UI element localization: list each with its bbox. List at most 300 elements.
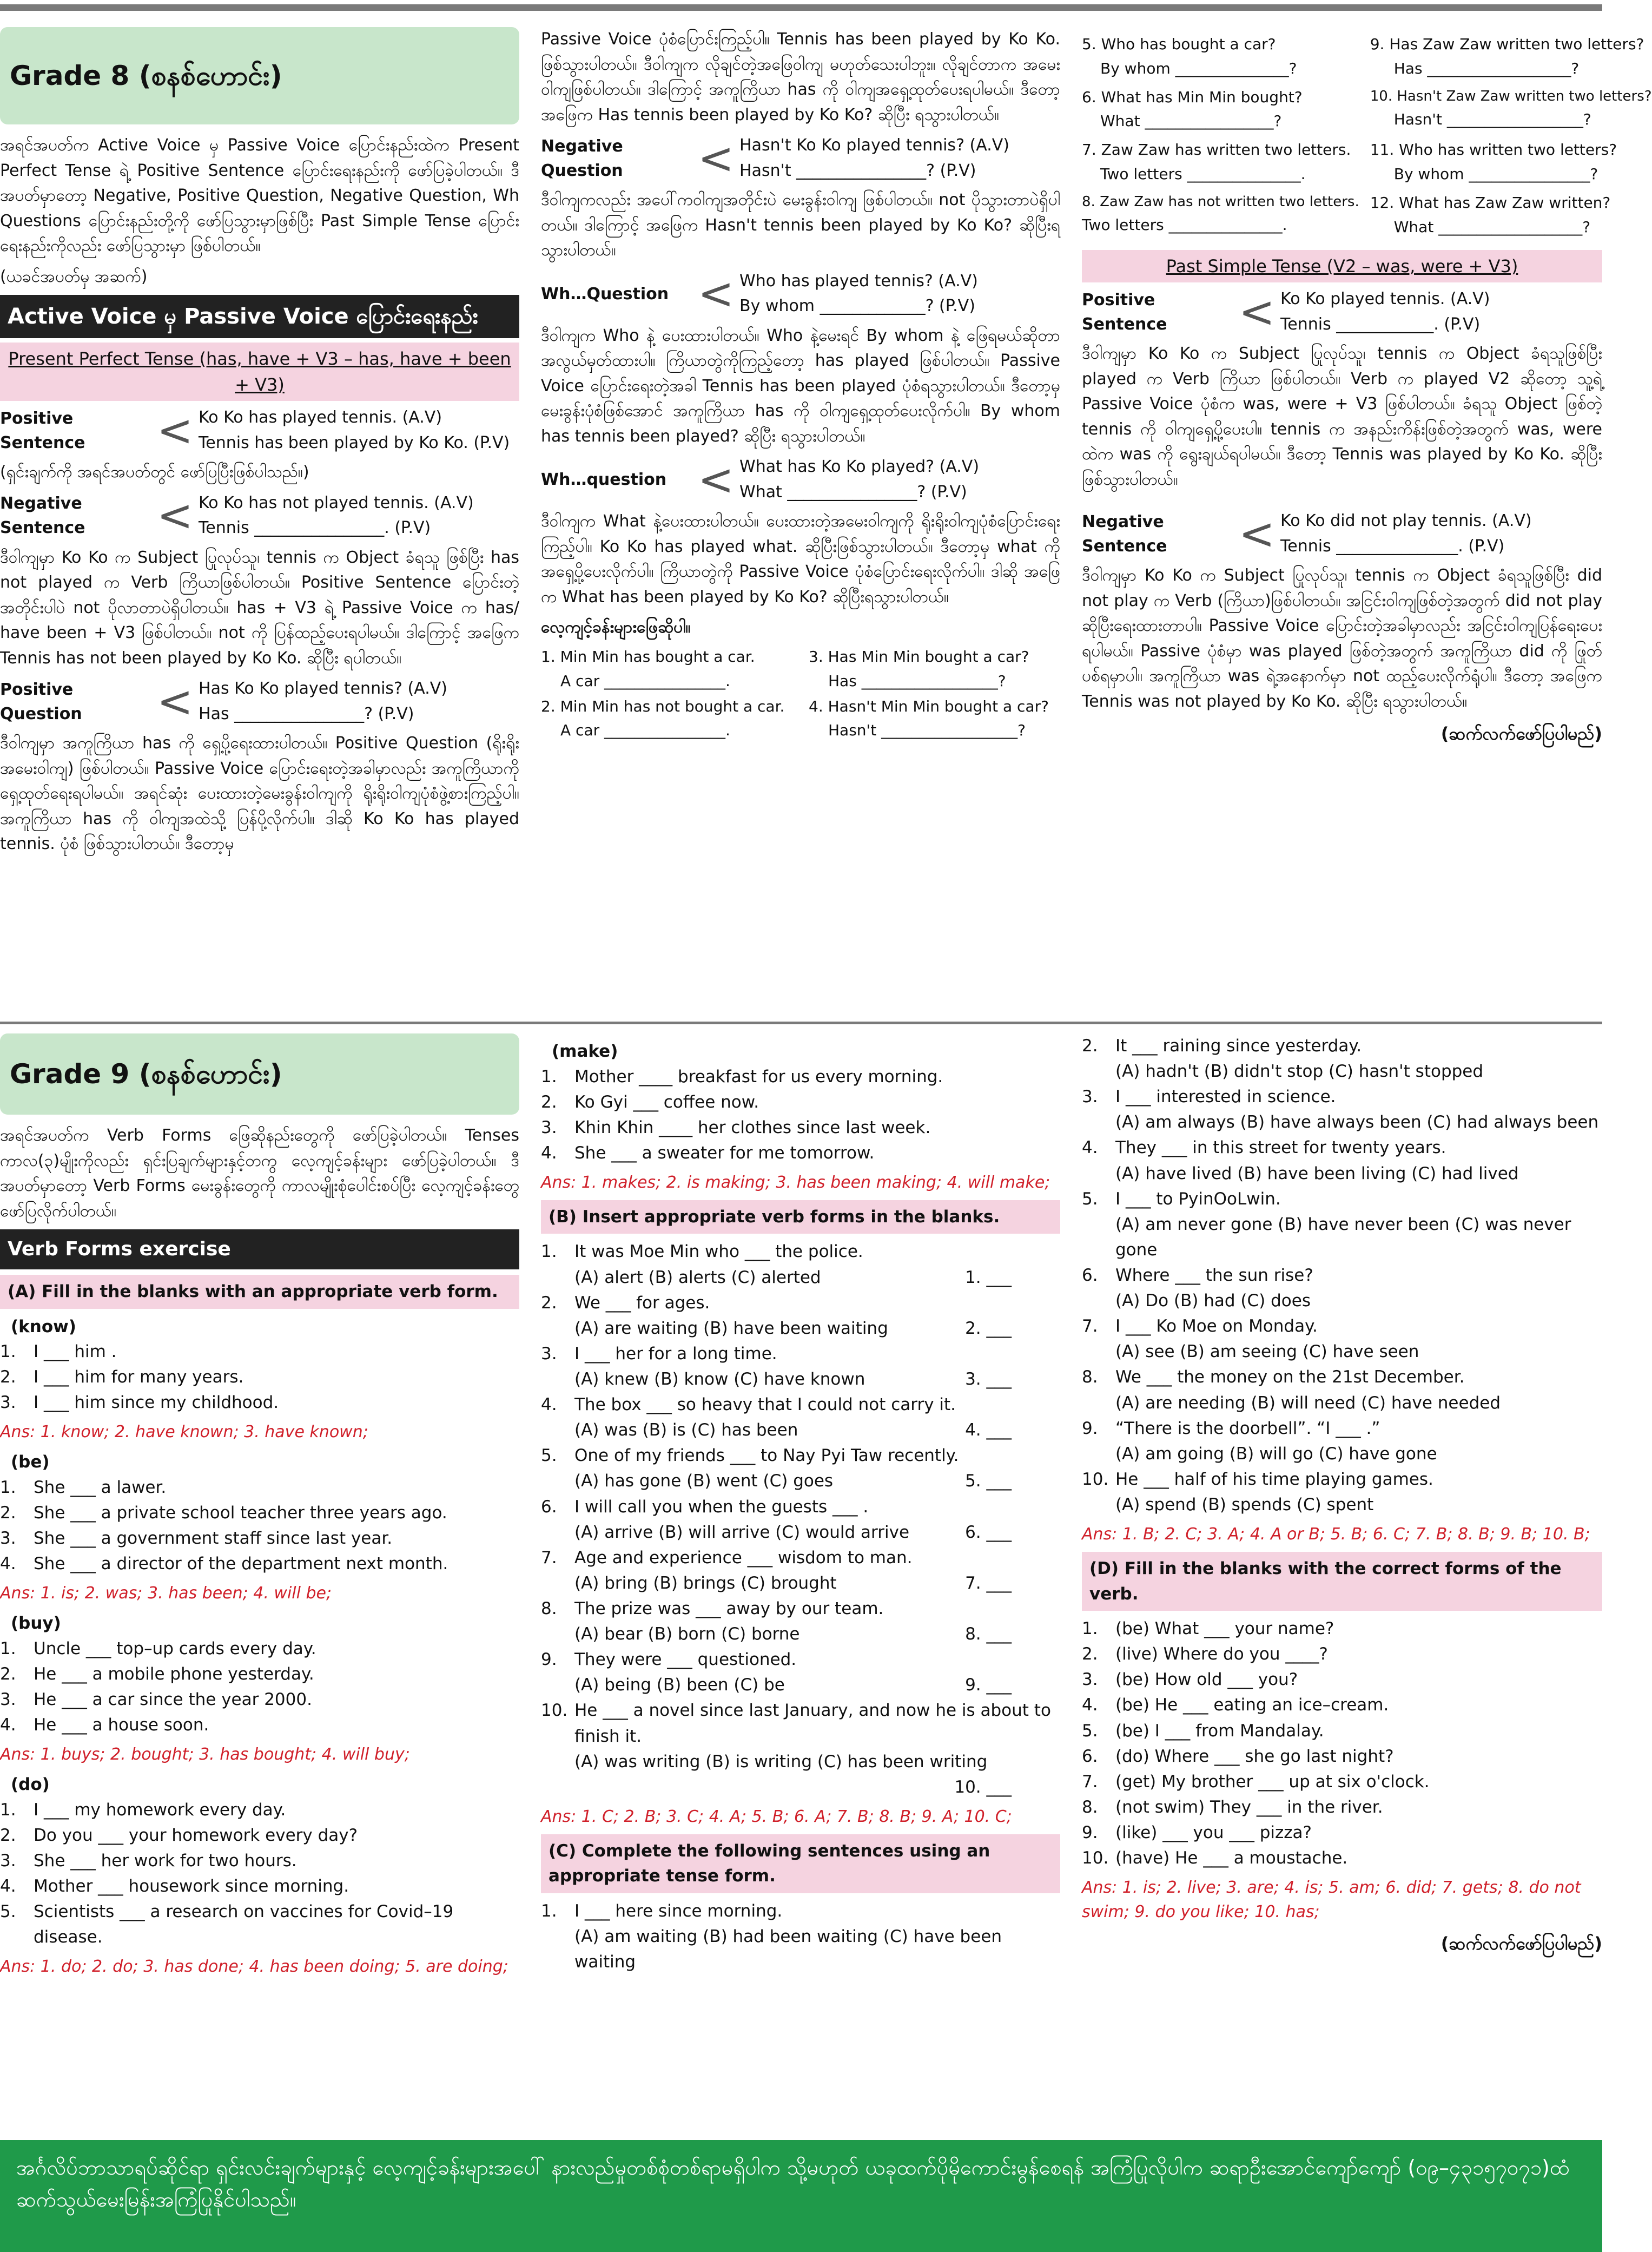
wh-question-pair-what bbox=[541, 455, 1060, 505]
item-text: Where ___ the sun rise? bbox=[1115, 1265, 1313, 1285]
item-text: (be) How old ___ you? bbox=[1115, 1670, 1298, 1690]
list-item bbox=[0, 1551, 519, 1577]
item-text: He ___ a car since the year 2000. bbox=[34, 1689, 312, 1709]
exercise-c-heading: (C) Complete the following sentences using an appropriate tense form. bbox=[541, 1834, 1060, 1893]
verb-label: (be) bbox=[11, 1452, 50, 1472]
grade9-title: Grade 9 (စနစ်ဟောင်း) bbox=[0, 1033, 519, 1115]
list-item bbox=[1082, 1263, 1602, 1288]
list-item bbox=[541, 1443, 1060, 1469]
item-text: They were ___ questioned. bbox=[574, 1650, 797, 1670]
item-text: (get) My brother ___ up at six o'clock. bbox=[1115, 1772, 1430, 1792]
active-voice-line: Ko Ko has played tennis. (A.V) bbox=[199, 408, 442, 427]
exercise-b-item bbox=[541, 1443, 1060, 1469]
exercise-item: 1. Min Min has bought a car. A car ________________. bbox=[541, 648, 755, 690]
wh-question-pair-who bbox=[541, 269, 1060, 319]
list-item bbox=[1082, 1744, 1602, 1769]
list-item bbox=[541, 1090, 1060, 1115]
exercise-c-item bbox=[1082, 1314, 1602, 1339]
exercise-b-item bbox=[541, 1392, 1060, 1418]
item-text: She ___ a government staff since last year. bbox=[34, 1529, 393, 1549]
exercise-item: 7. Zaw Zaw has written two letters. Two letters _______________. bbox=[1082, 141, 1351, 183]
item-text: I ___ her for a long time. bbox=[574, 1344, 777, 1364]
make-list bbox=[541, 1064, 1060, 1166]
bracket-icon: < bbox=[698, 454, 735, 505]
explanation: ဒီဝါကျက Who နဲ့ ပေးထားပါတယ်။ Who နဲ့မေးရင် By whom နဲ့ ဖြေရမယ်ဆိုတာ အလွယ်မှတ်ထားပါ။ ကြိယာတွဲကိုကြည့်တော့ has played ဖြစ်ပါတယ်။ Passive Voice ပြောင်းရေးတဲ့အခါ Tennis has been played ပုံစံရသွားပါတယ်။ ဒီတော့မှ မေးခွန်းပုံစံဖြစ်အောင် အကူကြိယာ has ကို ဝါကျရှေ့ထုတ်ပေးလိုက်ပါ။ By whom has tennis been played? ဆိုပြီး ရသွားပါတယ်။ bbox=[541, 326, 1060, 446]
pair-label: Negative Sentence bbox=[0, 494, 85, 537]
options: (A) has gone (B) went (C) goes bbox=[574, 1471, 834, 1491]
item-text: The prize was ___ away by our team. bbox=[574, 1598, 884, 1618]
passive-voice-line: Tennis ____________. (P.V) bbox=[1280, 314, 1481, 334]
item-number: 5. bbox=[1082, 1189, 1098, 1209]
continued-note: (ဆက်လက်ဖော်ပြပါမည်) bbox=[1440, 723, 1602, 745]
item-number: 1. bbox=[0, 1342, 16, 1361]
list-item bbox=[1082, 1616, 1602, 1642]
item-number: 4. bbox=[1082, 1138, 1098, 1158]
grade8-column-1 bbox=[0, 27, 519, 1012]
list-item bbox=[541, 1545, 1060, 1571]
tense-title-present-perfect: Present Perfect Tense (has, have + V3 – has, have + been + V3) bbox=[0, 343, 519, 401]
exercise-c-item bbox=[1082, 1365, 1602, 1390]
item-text: They ___ in this street for twenty years. bbox=[1115, 1138, 1446, 1158]
list-item bbox=[541, 1596, 1060, 1622]
list-item bbox=[1082, 1416, 1602, 1441]
item-number: 7. bbox=[1082, 1316, 1098, 1336]
exercise-d-heading: (D) Fill in the blanks with the correct forms of the verb. bbox=[1082, 1552, 1602, 1611]
bracket-icon: < bbox=[1239, 286, 1276, 337]
exercise-d-list bbox=[1082, 1616, 1602, 1871]
item-number: 10. bbox=[1082, 1469, 1109, 1489]
list-item bbox=[1082, 1769, 1602, 1795]
item-number: 1. bbox=[1082, 1619, 1098, 1639]
item-number: 4. bbox=[0, 1876, 16, 1897]
list-item bbox=[0, 1662, 519, 1687]
tense-title-past-simple: Past Simple Tense (V2 – was, were + V3) bbox=[1082, 250, 1602, 282]
list-item bbox=[1082, 1846, 1602, 1871]
bracket-icon: < bbox=[157, 490, 194, 541]
pair-label: Negative Question bbox=[541, 136, 623, 180]
exercise-c-item bbox=[1082, 1135, 1602, 1161]
footer-contact: အင်္ဂလိပ်ဘာသာရပ်ဆိုင်ရာ ရှင်းလင်းချက်များနှင့် လေ့ကျင့်ခန်းများအပေါ် နားလည်မှုတစ်စုံတစ်ရာမရှိပါက သို့မဟုတ် ယခုထက်ပိုမိုကောင်းမွန်စေရန် အကြံပြုလိုပါက ဆရာဦးအောင်ကျော်ကျော် (၀၉–၄၃၁၅၇၀၇၁)ထံ ဆက်သွယ်မေးမြန်းအကြံပြုနိုင်ပါသည်။ bbox=[0, 2140, 1602, 2252]
answer-blank: 2. ___ bbox=[965, 1318, 1012, 1338]
options-row bbox=[541, 1265, 1060, 1290]
list-item bbox=[541, 1115, 1060, 1141]
options: (A) spend (B) spends (C) spent bbox=[1115, 1494, 1374, 1514]
list-item bbox=[0, 1526, 519, 1551]
verb-label: (buy) bbox=[11, 1614, 61, 1634]
pair-label: Wh…Question bbox=[541, 284, 669, 304]
bracket-icon: < bbox=[698, 133, 735, 183]
item-text: She ___ her work for two hours. bbox=[34, 1851, 297, 1871]
verb-item-list bbox=[0, 1475, 519, 1577]
exercise-b-item bbox=[541, 1545, 1060, 1571]
options: (A) was (B) is (C) has been bbox=[574, 1420, 798, 1440]
item-number: 6. bbox=[1082, 1265, 1098, 1285]
grade9-column-2 bbox=[541, 1033, 1060, 2089]
item-number: 4. bbox=[0, 1715, 16, 1735]
item-number: 2. bbox=[1082, 1644, 1098, 1664]
item-text: Do you ___ your homework every day? bbox=[34, 1825, 358, 1845]
item-text: Mother ___ housework since morning. bbox=[34, 1876, 349, 1897]
list-item bbox=[0, 1874, 519, 1899]
item-number: 8. bbox=[1082, 1367, 1098, 1387]
list-item bbox=[0, 1713, 519, 1738]
list-item bbox=[0, 1899, 519, 1950]
item-number: 1. bbox=[0, 1638, 16, 1658]
list-item bbox=[0, 1687, 519, 1713]
list-item bbox=[1082, 1795, 1602, 1820]
list-item bbox=[541, 1239, 1060, 1265]
item-text: She ___ a lawer. bbox=[34, 1477, 167, 1497]
item-number: 9. bbox=[541, 1650, 557, 1670]
item-text: I ___ him for many years. bbox=[34, 1367, 244, 1387]
item-number: 3. bbox=[1082, 1670, 1098, 1690]
item-text: I ___ to PyinOoLwin. bbox=[1115, 1189, 1281, 1209]
grade8-title: Grade 8 (စနစ်ဟောင်း) bbox=[0, 27, 519, 124]
item-number: 2. bbox=[0, 1825, 16, 1845]
item-text: I ___ Ko Moe on Monday. bbox=[1115, 1316, 1318, 1336]
options: (A) being (B) been (C) be bbox=[574, 1675, 785, 1695]
grade8-intro: အရင်အပတ်က Active Voice မှ Passive Voice ပြောင်းနည်းထဲက Present Perfect Tense ရဲ့ Positive Sentence ပြောင်းရေးနည်းကို ဖော်ပြခဲ့ပါတယ်။ ဒီအပတ်မှာတော့ Negative, Positive Question, Negative Question, Wh Questions ပြောင်းနည်းတို့ကို ဖော်ပြသွားမှာဖြစ်ပြီး Past Simple Tense ပြောင်းရေးနည်းကိုလည်း ဖော်ပြသွားမှာ ဖြစ်ပါတယ်။ bbox=[0, 136, 519, 255]
options: (A) hadn't (B) didn't stop (C) hasn't stopped bbox=[1115, 1062, 1484, 1082]
answer-blank: 5. ___ bbox=[965, 1471, 1012, 1491]
list-item bbox=[1082, 1820, 1602, 1846]
pair-label: Negative Sentence bbox=[1082, 512, 1167, 556]
answer-blank: 4. ___ bbox=[965, 1420, 1012, 1440]
exercise-item: 12. What has Zaw Zaw written? What ___________________? bbox=[1370, 193, 1611, 236]
item-number: 2. bbox=[0, 1503, 16, 1523]
exercise-grid bbox=[1082, 32, 1652, 239]
item-number: 3. bbox=[0, 1393, 16, 1413]
item-text: (be) He ___ eating an ice–cream. bbox=[1115, 1695, 1389, 1715]
list-item bbox=[1082, 1667, 1602, 1693]
options: (A) was writing (B) is writing (C) has been writing bbox=[574, 1751, 988, 1772]
answer-blank: 1. ___ bbox=[965, 1267, 1012, 1287]
item-text: (be) I ___ from Mandalay. bbox=[1115, 1721, 1324, 1741]
item-number: 3. bbox=[0, 1529, 16, 1549]
list-item bbox=[1082, 1365, 1602, 1390]
item-number: 5. bbox=[0, 1902, 16, 1922]
item-number: 3. bbox=[541, 1344, 557, 1364]
exercise-b-item bbox=[541, 1239, 1060, 1265]
item-number: 10. bbox=[1082, 1848, 1109, 1868]
list-item bbox=[1082, 1187, 1602, 1212]
verb-label: (know) bbox=[11, 1316, 76, 1336]
pair-label: Positive Sentence bbox=[0, 409, 85, 452]
verb-label: (make) bbox=[552, 1042, 618, 1061]
item-number: 3. bbox=[541, 1117, 557, 1137]
options: (A) are waiting (B) have been waiting bbox=[574, 1318, 888, 1338]
item-number: 2. bbox=[1082, 1036, 1098, 1056]
item-text: Scientists ___ a research on vaccines for Covid–19 disease. bbox=[34, 1902, 454, 1947]
item-number: 2. bbox=[0, 1367, 16, 1387]
exercise-c-item bbox=[1082, 1084, 1602, 1110]
exercise-item: 10. Hasn't Zaw Zaw written two letters? Hasn't __________________? bbox=[1370, 88, 1652, 129]
verb-item-list bbox=[0, 1797, 519, 1951]
options-row bbox=[541, 1571, 1060, 1596]
list-item bbox=[1082, 1718, 1602, 1744]
item-text: (not swim) They ___ in the river. bbox=[1115, 1797, 1383, 1817]
active-voice-line: Who has played tennis? (A.V) bbox=[739, 271, 978, 291]
list-item bbox=[1082, 1135, 1602, 1161]
list-item bbox=[541, 1392, 1060, 1418]
options: (A) am always (B) have always been (C) had always been bbox=[1115, 1112, 1599, 1132]
explanation: ဒီဝါကျမှာ Ko Ko က Subject ပြုလုပ်သူ၊ tennis က Object ခံရသူဖြစ်ပြီး did not play က Verb (ကြိယာ)ဖြစ်ပါတယ်။ အငြင်းဝါကျဖြစ်တဲ့အတွက် did not play ဆိုပြီးရေးထားတာပါ။ Passive Voice ပြောင်းတဲ့အခါမှာလည်း အငြင်းဝါကျပြန်ရေးပေးရပါမယ်။ Passive ပုံစံမှာ was played ဖြစ်တဲ့အတွက် အကူကြိယာ did ကို ဖြုတ်ပစ်ရမှာပါ။ အကူကြိယာ was ရဲ့အနောက်မှာ not ထည့်ပေးလိုက်ရုံပါ။ ဒီတော့ အဖြေက Tennis was not played by Ko Ko. ဆိုပြီး ရသွားပါတယ်။ bbox=[1082, 566, 1602, 711]
item-text: “There is the doorbell”. “I ___ .” bbox=[1115, 1418, 1380, 1438]
item-text: Mother ____ breakfast for us every morning. bbox=[574, 1066, 943, 1087]
list-item bbox=[0, 1848, 519, 1874]
positive-sentence-pair bbox=[0, 405, 519, 456]
top-rule bbox=[0, 4, 1602, 11]
exercise-item: 3. Has Min Min bought a car? Has __________________? bbox=[809, 648, 1029, 690]
list-item bbox=[1082, 1693, 1602, 1718]
passive-voice-line: By whom _____________? (P.V) bbox=[739, 297, 975, 315]
grade9-intro: အရင်အပတ်က Verb Forms ဖြေဆိုနည်းတွေကို ဖော်ပြခဲ့ပါတယ်။ Tenses ကာလ(၃)မျိုးကိုလည်း ရှင်းပြချက်များနှင့်တကွ လေ့ကျင့်ခန်းများ ဖော်ပြခဲ့ပါတယ်။ ဒီအပတ်မှာတော့ Verb Forms မေးခွန်းတွေကို ကာလမျိုးစုံပေါင်းစပ်ပြီး လေ့ကျင့်ခန်းတွေ ဖော်ပြလိုက်ပါတယ်။ bbox=[0, 1126, 519, 1221]
active-voice-line: Ko Ko has not played tennis. (A.V) bbox=[199, 493, 474, 512]
answer-blank: 7. ___ bbox=[965, 1573, 1012, 1593]
exercise-c-item bbox=[1082, 1033, 1602, 1059]
options: (A) see (B) am seeing (C) have seen bbox=[1115, 1342, 1419, 1362]
item-text: It was Moe Min who ___ the police. bbox=[574, 1242, 863, 1262]
bracket-icon: < bbox=[157, 405, 194, 456]
options-row bbox=[541, 1418, 1060, 1443]
explanation: Passive Voice ပုံစံပြောင်းကြည့်ပါ။ Tennis has been played by Ko Ko. ဖြစ်သွားပါတယ်။ ဒီဝါကျက လိုချင်တဲ့အဖြေဝါကျ မဟုတ်သေးပါဘူး။ လိုချင်တာက အမေးဝါကျဖြစ်ပါတယ်။ ဒါကြောင့် အကူကြိယာ has ကို ဝါကျအရှေ့ထုတ်ပေးရပါမယ်။ ဒီတော့ အဖြေက Has tennis been played by Ko Ko? ဆိုပြီး ရသွားပါတယ်။ bbox=[541, 30, 1060, 124]
item-text: (like) ___ you ___ pizza? bbox=[1115, 1822, 1312, 1842]
exercise-item: 11. Who has written two letters? By whom ________________? bbox=[1370, 141, 1617, 183]
grade9-column-1 bbox=[0, 1033, 519, 2089]
item-number: 5. bbox=[1082, 1721, 1098, 1741]
item-number: 4. bbox=[541, 1143, 557, 1163]
list-item bbox=[541, 1341, 1060, 1367]
answer-line: Ans: 1. makes; 2. is making; 3. has been making; 4. will make; bbox=[541, 1173, 1050, 1192]
item-number: 1. bbox=[0, 1477, 16, 1497]
options: (A) bear (B) born (C) borne bbox=[574, 1624, 800, 1644]
options: (A) Do (B) had (C) does bbox=[1115, 1291, 1311, 1311]
grade8-column-3 bbox=[1082, 27, 1652, 1012]
exercise-grid bbox=[541, 645, 1060, 743]
item-number: 6. bbox=[541, 1497, 557, 1517]
item-number: 3. bbox=[0, 1851, 16, 1871]
answer-blank: 9. ___ bbox=[965, 1675, 1012, 1695]
active-voice-line: Hasn't Ko Ko played tennis? (A.V) bbox=[739, 136, 1009, 155]
list-item bbox=[541, 1647, 1060, 1672]
item-text: Uncle ___ top–up cards every day. bbox=[34, 1638, 316, 1658]
item-number: 5. bbox=[541, 1446, 557, 1466]
options-row bbox=[541, 1367, 1060, 1392]
bracket-icon: < bbox=[1239, 508, 1276, 559]
item-number: 4. bbox=[541, 1395, 557, 1415]
item-text: The box ___ so heavy that I could not carry it. bbox=[574, 1395, 956, 1415]
item-text: She ___ a sweater for me tomorrow. bbox=[574, 1143, 875, 1163]
exercise-b-item bbox=[541, 1290, 1060, 1316]
exercise-item: 4. Hasn't Min Min bought a car? Hasn't __________________? bbox=[809, 697, 1049, 740]
item-text: She ___ a private school teacher three years ago. bbox=[34, 1503, 447, 1523]
exercise-item: 9. Has Zaw Zaw written two letters? Has ___________________? bbox=[1370, 35, 1644, 77]
options: (A) am waiting (B) had been waiting (C) have been waiting bbox=[574, 1926, 1002, 1972]
item-text: Ko Gyi ___ coffee now. bbox=[574, 1092, 759, 1112]
exercise-c-item-1: 1. I ___ here since morning. bbox=[541, 1901, 783, 1921]
answer-blank: 8. ___ bbox=[965, 1624, 1012, 1644]
item-number: 2. bbox=[541, 1092, 557, 1112]
item-text: I ___ my homework every day. bbox=[34, 1800, 286, 1820]
item-text: She ___ a director of the department next month. bbox=[34, 1554, 448, 1574]
pair-label: Positive Sentence bbox=[1082, 290, 1167, 334]
options-row bbox=[541, 1469, 1060, 1494]
answer-line: Ans: 1. B; 2. C; 3. A; 4. A or B; 5. B; 6. C; 7. B; 8. B; 9. B; 10. B; bbox=[1082, 1525, 1590, 1544]
options: (A) am never gone (B) have never been (C) was never gone bbox=[1115, 1214, 1571, 1260]
item-text: (have) He ___ a moustache. bbox=[1115, 1848, 1348, 1868]
verb-item-list bbox=[0, 1636, 519, 1738]
active-voice-line: Ko Ko did not play tennis. (A.V) bbox=[1280, 511, 1532, 531]
item-text: He ___ a mobile phone yesterday. bbox=[34, 1664, 314, 1684]
item-text: I ___ him . bbox=[34, 1342, 117, 1361]
options-row bbox=[541, 1316, 1060, 1341]
item-text: He ___ half of his time playing games. bbox=[1115, 1469, 1433, 1489]
list-item bbox=[1082, 1314, 1602, 1339]
passive-voice-line: What ________________? (P.V) bbox=[739, 482, 967, 502]
options-row bbox=[541, 1672, 1060, 1698]
list-item bbox=[0, 1636, 519, 1662]
negative-sentence-pair bbox=[1082, 509, 1602, 559]
list-item bbox=[541, 1064, 1060, 1090]
item-number: 8. bbox=[541, 1598, 557, 1618]
pair-label: Positive Question bbox=[0, 680, 82, 723]
active-voice-line: Has Ko Ko played tennis? (A.V) bbox=[199, 679, 447, 698]
positive-sentence-pair bbox=[1082, 287, 1602, 337]
list-item bbox=[0, 1339, 519, 1365]
item-text: He ___ a house soon. bbox=[34, 1715, 209, 1735]
item-number: 4. bbox=[1082, 1695, 1098, 1715]
exercise-c-list bbox=[1082, 1033, 1602, 1518]
list-item bbox=[0, 1365, 519, 1390]
section-bar-active-passive: Active Voice မှ Passive Voice ပြောင်းရေးနည်း bbox=[0, 295, 519, 338]
exercise-b-item bbox=[541, 1341, 1060, 1367]
item-number: 9. bbox=[1082, 1418, 1098, 1438]
answer-line: Ans: 1. do; 2. do; 3. has done; 4. has been doing; 5. are doing; bbox=[0, 1957, 508, 1977]
pair-label: Wh…question bbox=[541, 470, 667, 489]
item-text: (live) Where do you ____? bbox=[1115, 1644, 1328, 1664]
item-text: It ___ raining since yesterday. bbox=[1115, 1036, 1362, 1056]
item-number: 1. bbox=[541, 1066, 557, 1087]
list-item bbox=[0, 1390, 519, 1415]
exercise-b-heading: (B) Insert appropriate verb forms in the blanks. bbox=[541, 1200, 1060, 1234]
grade8-column-2 bbox=[541, 27, 1060, 1012]
item-number: 9. bbox=[1082, 1822, 1098, 1842]
verb-groups bbox=[0, 1314, 519, 1979]
passive-voice-line: Tennis _______________. (P.V) bbox=[1280, 536, 1505, 556]
item-number: 3. bbox=[0, 1689, 16, 1709]
bracket-icon: < bbox=[157, 676, 194, 727]
item-text: I ___ interested in science. bbox=[1115, 1087, 1336, 1107]
item-text: Age and experience ___ wisdom to man. bbox=[574, 1548, 913, 1568]
answer-line: Ans: 1. is; 2. was; 3. has been; 4. will be; bbox=[0, 1584, 332, 1603]
answer-blank: 6. ___ bbox=[965, 1522, 1012, 1542]
explanation: ဒီဝါကျမှာ အကူကြိယာ has ကို ရှေ့ပို့ရေးထားပါတယ်။ Positive Question (ရိုးရိုးအမေးဝါကျ) ဖြစ်ပါတယ်။ Passive Voice ပြောင်းရေးတဲ့အခါမှာလည်း အကူကြိယာကို ရှေ့ထုတ်ရေးရပါမယ်။ အရင်ဆုံး ပေးထားတဲ့မေးခွန်းဝါကျကို ရိုးရိုးဝါကျပုံစံဖွဲ့စားကြည့်ပါ။ အကူကြိယာ has ကို ဝါကျအထဲသို့ ပြန်ပို့လိုက်ပါ။ ဒါဆို Ko Ko has played tennis. ပုံစံ ဖြစ်သွားပါတယ်။ ဒီတော့မှ bbox=[0, 734, 519, 853]
positive-question-pair bbox=[0, 676, 519, 727]
options-row bbox=[541, 1622, 1060, 1647]
passive-voice-line: Tennis has been played by Ko Ko. (P.V) bbox=[199, 433, 510, 452]
item-text: We ___ the money on the 21st December. bbox=[1115, 1367, 1465, 1387]
passive-voice-line: Tennis ________________. (P.V) bbox=[199, 518, 431, 537]
continued-from-note: (ယခင်အပတ်မှ အဆက်) bbox=[0, 267, 148, 286]
negative-sentence-pair bbox=[0, 491, 519, 541]
options: (A) bring (B) brings (C) brought bbox=[574, 1573, 837, 1593]
exercise-b-list bbox=[541, 1239, 1060, 1698]
item-number: 6. bbox=[1082, 1746, 1098, 1766]
verb-item-list bbox=[0, 1339, 519, 1415]
options: (A) knew (B) know (C) have known bbox=[574, 1369, 865, 1389]
exercise-b-item bbox=[541, 1647, 1060, 1672]
answer-line: Ans: 1. C; 2. B; 3. C; 4. A; 5. B; 6. A; 7. B; 8. B; 9. A; 10. C; bbox=[541, 1807, 1012, 1826]
options: (A) have lived (B) have been living (C) had lived bbox=[1115, 1163, 1519, 1183]
item-text: (do) Where ___ she go last night? bbox=[1115, 1746, 1394, 1766]
item-number: 1. bbox=[541, 1242, 557, 1262]
negative-question-pair bbox=[541, 133, 1060, 183]
item-text: Khin Khin ____ her clothes since last week. bbox=[574, 1117, 931, 1137]
exercise-c-item bbox=[1082, 1187, 1602, 1212]
bracket-icon: < bbox=[698, 268, 735, 319]
item-number: 3. bbox=[1082, 1087, 1098, 1107]
list-item bbox=[0, 1823, 519, 1848]
options: (A) are needing (B) will need (C) have needed bbox=[1115, 1393, 1501, 1413]
item-number: 8. bbox=[1082, 1797, 1098, 1817]
item-text: I ___ him since my childhood. bbox=[34, 1393, 279, 1413]
item-text: We ___ for ages. bbox=[574, 1293, 710, 1313]
item-number: 2. bbox=[0, 1664, 16, 1684]
explanation: ဒီဝါကျမှာ Ko Ko က Subject ပြုလုပ်သူ၊ tennis က Object ခံရသူ ဖြစ်ပြီး has not played က Verb ကြိယာဖြစ်ပါတယ်။ Positive Sentence ပြောင်းတဲ့အတိုင်းပါပဲ not ပိုလာတာပဲရှိပါတယ်။ has + V3 ရဲ့ Passive Voice က has/ have been + V3 ဖြစ်ပါတယ်။ not ကို ပြန်ထည့်ပေးရပါမယ်။ ဒါကြောင့် အဖြေက Tennis has not been played by Ko Ko. ဆိုပြီး ရပါတယ်။ bbox=[0, 548, 519, 668]
answer-line: Ans: 1. know; 2. have known; 3. have known; bbox=[0, 1423, 368, 1442]
exercise-a-heading: (A) Fill in the blanks with an appropriate verb form. bbox=[0, 1275, 519, 1309]
item-number: 7. bbox=[541, 1548, 557, 1568]
answer-line: Ans: 1. is; 2. live; 3. are; 4. is; 5. am; 6. did; 7. gets; 8. do not swim; 9. do you like; 10. has; bbox=[1082, 1878, 1581, 1922]
exercise-b-item-10: 10. He ___ a novel since last January, and now he is about to finish it. bbox=[541, 1701, 1051, 1746]
options: (A) am going (B) will go (C) have gone bbox=[1115, 1444, 1437, 1464]
item-text: One of my friends ___ to Nay Pyi Taw recently. bbox=[574, 1446, 959, 1466]
exercise-c-item bbox=[1082, 1467, 1602, 1492]
list-item bbox=[1082, 1642, 1602, 1667]
item-number: 2. bbox=[541, 1293, 557, 1313]
list-item bbox=[0, 1797, 519, 1823]
list-item bbox=[1082, 1033, 1602, 1059]
active-voice-line: Ko Ko played tennis. (A.V) bbox=[1280, 289, 1490, 309]
verb-label: (do) bbox=[11, 1775, 50, 1795]
section-bar-verb-forms: Verb Forms exercise bbox=[0, 1229, 519, 1269]
explanation: ဒီဝါကျက What နဲ့ပေးထားပါတယ်။ ပေးထားတဲ့အမေးဝါကျကို ရိုးရိုးဝါကျပုံစံပြောင်းရေးကြည့်ပါ။ Ko Ko has played what. ဆိုပြီးဖြစ်သွားပါတယ်။ ဒီတော့မှ what ကို အရှေ့ပို့ပေးလိုက်ပါ။ ကြိယာတွဲကို Passive Voice ပုံစံပြောင်းရေးလိုက်ပါ။ ဒါဆို အဖြေက What has been played by Ko Ko? ဆိုပြီးရသွားပါတယ်။ bbox=[541, 512, 1060, 607]
exercise-c-item bbox=[1082, 1263, 1602, 1288]
grade9-column-3 bbox=[1082, 1033, 1602, 2089]
exercise-title: လေ့ကျင့်ခန်းများဖြေဆိုပါ။ bbox=[541, 618, 691, 637]
item-text: I will call you when the guests ___ . bbox=[574, 1497, 869, 1517]
passive-voice-line: Has ________________? (P.V) bbox=[199, 704, 414, 723]
explanation: ဒီဝါကျမှာ Ko Ko က Subject ပြုလုပ်သူ၊ tennis က Object ခံရသူဖြစ်ပြီး played က Verb ကြိယာ ဖြစ်ပါတယ်။ Verb က played V2 ဆိုတော့ သူ့ရဲ့ Passive Voice ပုံစံက was, were + V3 ဖြစ်ပါတယ်။ ခံရသူ Object ဖြစ်တဲ့ tennis ကို ဝါကျရှေ့ပို့ပေးပါ။ tennis က အနည်းကိန်းဖြစ်တဲ့အတွက် was, were ထဲက was ကို ရွေးချယ်ရပါမယ်။ ဒီတော့ Tennis was played by Ko Ko. ဆိုပြီး ဖြစ်သွားပါတယ်။ bbox=[1082, 344, 1602, 489]
exercise-item: 5. Who has bought a car? By whom _______________? bbox=[1082, 35, 1297, 77]
exercise-b-item bbox=[541, 1596, 1060, 1622]
section-divider bbox=[0, 1022, 1602, 1024]
exercise-item: 6. What has Min Min bought? What _________________? bbox=[1082, 88, 1303, 130]
exercise-item: 2. Min Min has not bought a car. A car ________________. bbox=[541, 697, 785, 740]
explanation: ဒီဝါကျကလည်း အပေါ်ကဝါကျအတိုင်းပဲ မေးခွန်းဝါကျ ဖြစ်ပါတယ်။ not ပိုသွားတာပဲရှိပါတယ်။ ဒါကြောင့် အဖြေက Hasn't tennis been played by Ko Ko? ဆိုပြီးရသွားပါတယ်။ bbox=[541, 190, 1060, 260]
item-number: 4. bbox=[0, 1554, 16, 1574]
answer-line: Ans: 1. buys; 2. bought; 3. has bought; 4. will buy; bbox=[0, 1745, 410, 1764]
list-item bbox=[541, 1141, 1060, 1166]
continued-note: (ဆက်လက်ဖော်ပြပါမည်) bbox=[1440, 1933, 1602, 1954]
options: (A) alert (B) alerts (C) alerted bbox=[574, 1267, 821, 1287]
exercise-b-item bbox=[541, 1494, 1060, 1520]
options: (A) arrive (B) will arrive (C) would arrive bbox=[574, 1522, 910, 1542]
list-item bbox=[541, 1290, 1060, 1316]
item-number: 7. bbox=[1082, 1772, 1098, 1792]
exercise-item: 8. Zaw Zaw has not written two letters. Two letters _______________. bbox=[1082, 193, 1359, 234]
list-item bbox=[541, 1494, 1060, 1520]
